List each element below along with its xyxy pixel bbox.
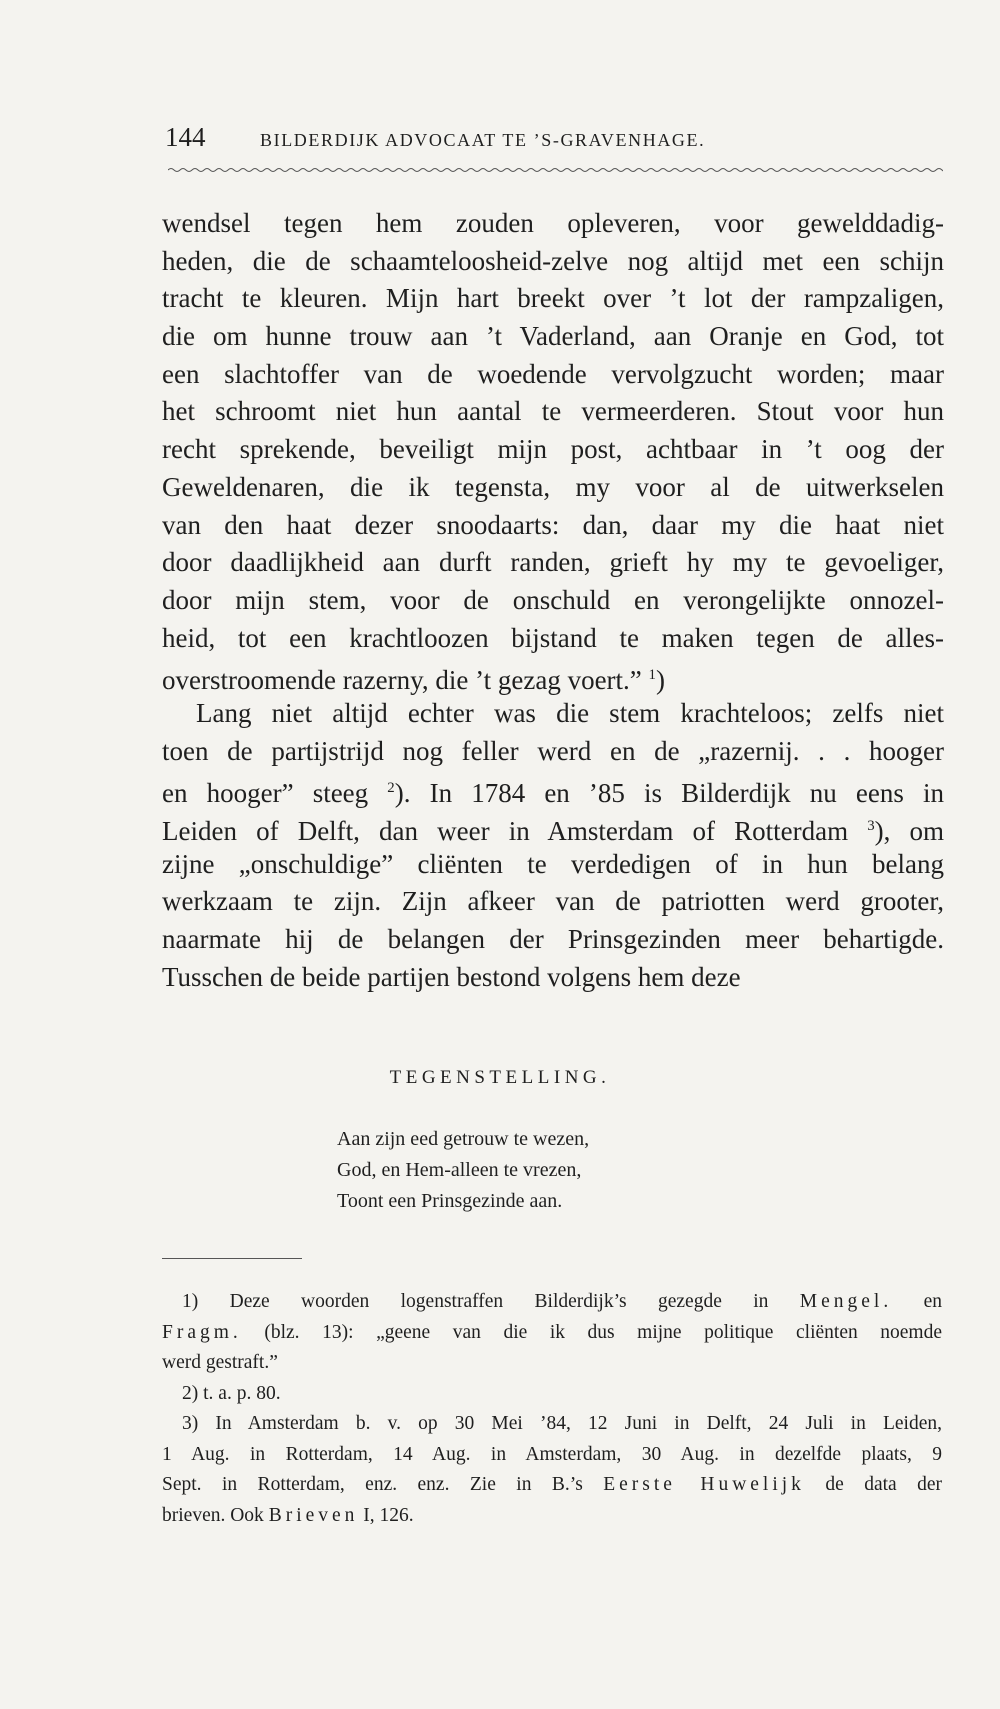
- footnote-separator: [162, 1258, 302, 1259]
- footnote-title: Fragm.: [162, 1321, 242, 1343]
- footnote-title: Eerste Huwelijk: [603, 1474, 805, 1495]
- header-wavy-rule: [168, 165, 943, 175]
- body-line-text: en hooger” steeg: [162, 778, 369, 809]
- body-line-text: ). In 1784 en ’85 is Bilderdijk nu eens in: [394, 778, 945, 809]
- footnote-ref: 2: [387, 780, 395, 797]
- verse-line: Toont een Prinsgezinde aan.: [337, 1190, 563, 1212]
- body-line: een slachtoffer van de woedende vervolgzucht worden; maar: [162, 358, 944, 389]
- footnote-line: [162, 1501, 942, 1532]
- body-line: toen de partijstrijd nog feller werd en de „razernij. . . hooger: [162, 735, 944, 766]
- body-line: door daadlijkheid aan durft randen, grieft hy my te gevoeliger,: [162, 547, 944, 578]
- body-line: wendsel tegen hem zouden opleveren, voor gewelddadig-: [162, 208, 944, 238]
- footnote-text: en: [923, 1291, 942, 1312]
- section-heading: TEGENSTELLING.: [389, 1067, 611, 1088]
- body-line: heid, tot een krachtloozen bijstand te maken tegen de alles-: [162, 622, 944, 653]
- body-line: naarmate hij de belangen der Prinsgezinden meer behartigde.: [162, 924, 944, 955]
- footnote-line: 1 Aug. in Rotterdam, 14 Aug. in Amsterdam, 30 Aug. in dezelfde plaats, 9: [162, 1443, 942, 1465]
- body-line: door mijn stem, voor de onschuld en verongelijkte onnozel-: [162, 584, 944, 615]
- body-line: recht sprekende, beveiligt mijn post, achtbaar in ’t oog der: [162, 434, 944, 465]
- body-text: [162, 205, 944, 996]
- verse-line: Aan zijn eed getrouw te wezen,: [337, 1128, 590, 1150]
- footnote-line: [162, 1287, 942, 1318]
- body-line: die om hunne trouw aan ’t Vaderland, aan Oranje en God, tot: [162, 321, 944, 352]
- footnote-ref: 1: [648, 667, 656, 684]
- footnote-text: (blz. 13): „geene van die ik dus mijne politique cliënten noemde: [264, 1321, 943, 1343]
- page-number: 144: [165, 122, 206, 152]
- body-line: [162, 657, 944, 695]
- footnote-ref: 3: [867, 818, 875, 834]
- body-line: het schroomt niet hun aantal te vermeerderen. Stout voor hun: [162, 396, 944, 427]
- body-line: Lang niet altijd echter was die stem krachteloos; zelfs niet: [196, 697, 944, 728]
- footnote-title: Mengel.: [799, 1291, 893, 1312]
- body-line: werkzaam te zijn. Zijn afkeer van de patriotten werd grooter,: [162, 886, 944, 917]
- body-line: heden, die de schaamteloosheid-zelve nog altijd met een schijn: [162, 245, 944, 276]
- body-line-text: ), om: [874, 816, 944, 846]
- footnote-line: [162, 1318, 942, 1349]
- footnote-line: [162, 1470, 942, 1501]
- running-header: [165, 122, 940, 153]
- footnote-ref-paren: ): [655, 665, 665, 696]
- body-line-text: Leiden of Delft, dan weer in Amsterdam of Rotterdam: [162, 816, 849, 846]
- body-line: [162, 808, 944, 846]
- body-line: [162, 770, 944, 808]
- body-line: Geweldenaren, die ik tegensta, my voor al de uitwerkselen: [162, 471, 944, 502]
- body-line: Tusschen de beide partijen bestond volgens hem deze: [162, 961, 741, 992]
- footnote-line: werd gestraft.”: [162, 1352, 278, 1373]
- footnote-text: I, 126.: [363, 1504, 414, 1526]
- footnote-line: 2) t. a. p. 80.: [182, 1382, 281, 1404]
- footnote-text: de data der: [825, 1474, 943, 1495]
- footnote-line: 3) In Amsterdam b. v. op 30 Mei ’84, 12 Juni in Delft, 24 Juli in Leiden,: [182, 1413, 942, 1434]
- footnote-title: Brieven: [268, 1504, 359, 1526]
- body-line-text: overstroomende razerny, die ’t gezag voert.”: [162, 665, 642, 696]
- footnote-text: Sept. in Rotterdam, enz. enz. Zie in B.’s: [162, 1474, 583, 1495]
- body-line: van den haat dezer snoodaarts: dan, daar my die haat niet: [162, 509, 944, 540]
- footnote-text: brieven. Ook: [162, 1504, 264, 1526]
- body-line: zijne „onschuldige” cliënten te verdedigen of in hun belang: [162, 848, 944, 879]
- body-line: tracht te kleuren. Mijn hart breekt over ’t lot der rampzaligen,: [162, 283, 944, 314]
- verse-line: God, en Hem-alleen te vrezen,: [337, 1159, 582, 1181]
- footnotes: [162, 1287, 942, 1531]
- running-title: BILDERDIJK ADVOCAAT TE ’S-GRAVENHAGE.: [260, 130, 706, 150]
- footnote-text: 1) Deze woorden logenstraffen Bilderdijk’s gezegde in: [182, 1291, 769, 1312]
- verse-block: [337, 1124, 589, 1217]
